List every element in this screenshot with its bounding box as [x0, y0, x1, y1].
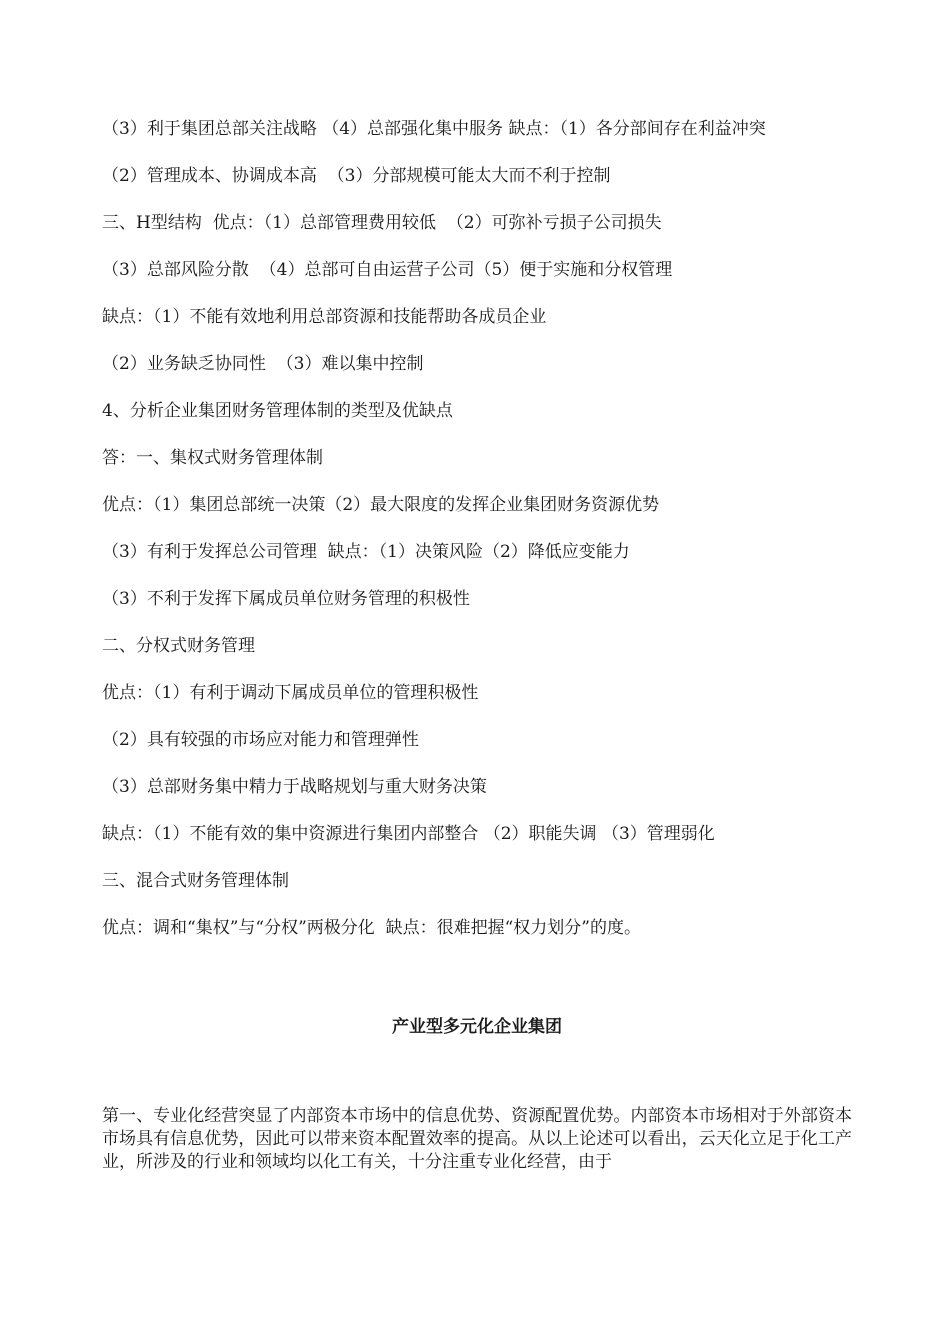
text-line: 缺点：（1）不能有效的集中资源进行集团内部整合 （2）职能失调 （3）管理弱化 [102, 824, 715, 844]
question-heading: 4、分析企业集团财务管理体制的类型及优缺点 [102, 401, 453, 421]
text-line: 二、分权式财务管理 [102, 636, 255, 656]
section-title: 产业型多元化企业集团 [392, 1017, 562, 1037]
text-line: （3）总部财务集中精力于战略规划与重大财务决策 [102, 777, 487, 797]
body-paragraph: 第一、专业化经营突显了内部资本市场中的信息优势、资源配置优势。内部资本市场相对于外部资本市场具有信息优势，因此可以带来资本配置效率的提高。从以上论述可以看出，云天化立足于化工产业，所涉及的行业和领域均以化工有关，十分注重专业化经营，由于 [102, 1106, 852, 1172]
text-line: （2）具有较强的市场应对能力和管理弹性 [102, 730, 419, 750]
text-line: 三、混合式财务管理体制 [102, 871, 289, 891]
text-line: （3）有利于发挥总公司管理 缺点：（1）决策风险（2）降低应变能力 [102, 542, 630, 562]
document-page [102, 118, 852, 1174]
text-line: （2）业务缺乏协同性 （3）难以集中控制 [102, 354, 424, 374]
text-line: 三、H型结构 优点：（1）总部管理费用较低 （2）可弥补亏损子公司损失 [102, 213, 662, 233]
text-line: （3）总部风险分散 （4）总部可自由运营子公司（5）便于实施和分权管理 [102, 260, 673, 280]
text-line: （3）不利于发挥下属成员单位财务管理的积极性 [102, 589, 470, 609]
text-line: 优点：（1）集团总部统一决策（2）最大限度的发挥企业集团财务资源优势 [102, 495, 660, 515]
text-line: （3）利于集团总部关注战略 （4）总部强化集中服务 缺点：（1）各分部间存在利益冲突 [102, 119, 766, 139]
text-line: 答：一、集权式财务管理体制 [102, 448, 323, 468]
text-line: 优点：调和“集权”与“分权”两极分化 缺点：很难把握“权力划分”的度。 [102, 918, 641, 938]
text-line: 优点：（1）有利于调动下属成员单位的管理积极性 [102, 683, 479, 703]
text-line: （2）管理成本、协调成本高 （3）分部规模可能太大而不利于控制 [102, 166, 611, 186]
text-line: 缺点：（1）不能有效地利用总部资源和技能帮助各成员企业 [102, 307, 547, 327]
